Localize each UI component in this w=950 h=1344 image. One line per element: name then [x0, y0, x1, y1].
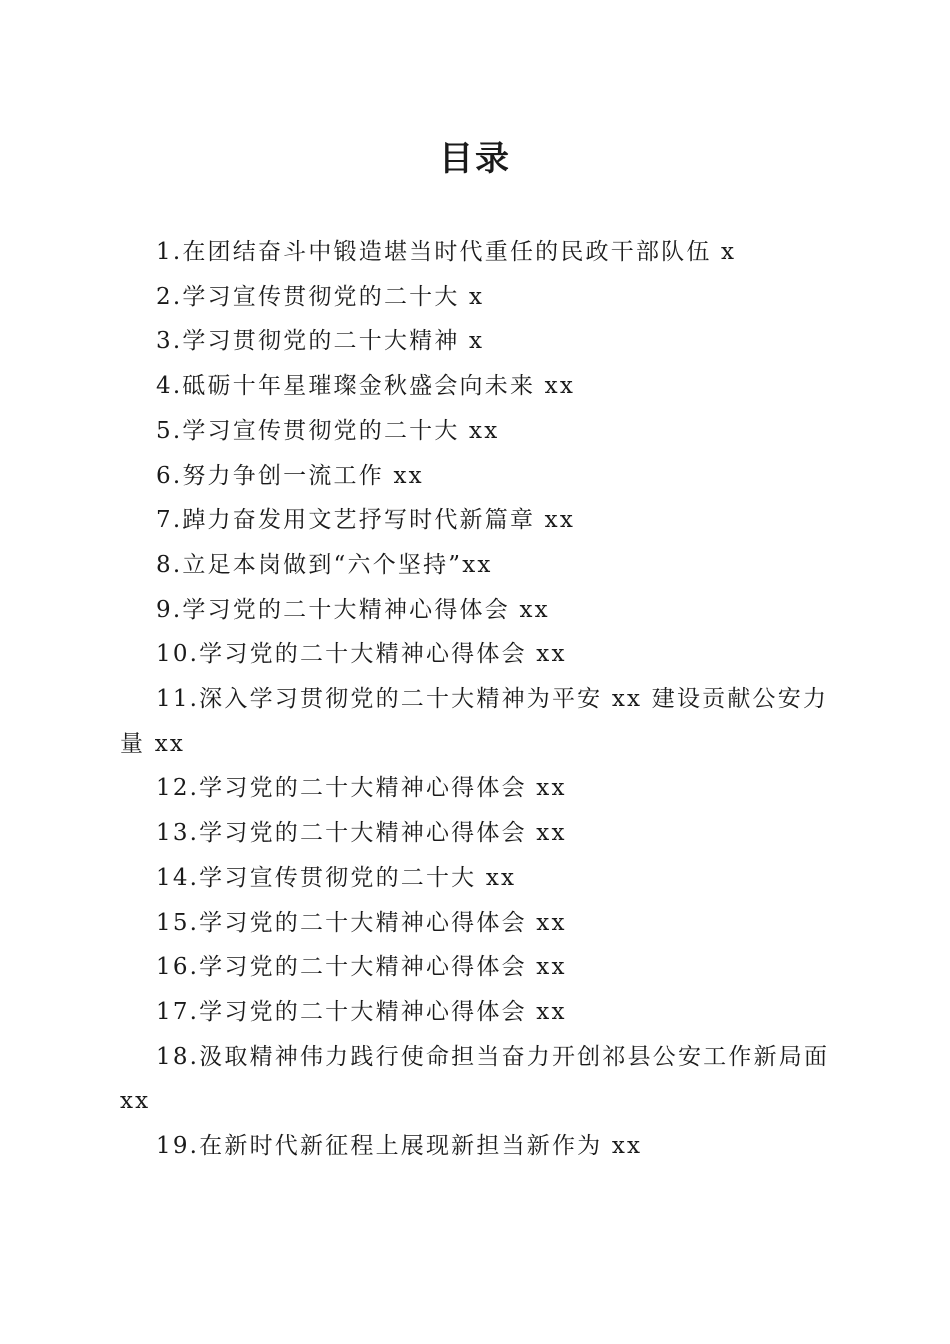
toc-entry-12[interactable]: 12.学习党的二十大精神心得体会 xx: [156, 775, 567, 802]
toc-entry-7[interactable]: 7.踔力奋发用文艺抒写时代新篇章 xx: [156, 507, 575, 534]
toc-entry-11[interactable]: 11.深入学习贯彻党的二十大精神为平安 xx 建设贡献公安力量 xx: [120, 686, 829, 757]
toc-entry-9[interactable]: 9.学习党的二十大精神心得体会 xx: [156, 596, 550, 623]
toc-entry-19[interactable]: 19.在新时代新征程上展现新担当新作为 xx: [156, 1133, 643, 1160]
toc-title: 目录: [439, 139, 511, 179]
toc-entry-14[interactable]: 14.学习宣传贯彻党的二十大 xx: [156, 864, 517, 891]
toc-entry-4[interactable]: 4.砥砺十年星璀璨金秋盛会向未来 xx: [156, 373, 575, 400]
toc-entry-6[interactable]: 6.努力争创一流工作 xx: [156, 462, 424, 489]
toc-entry-3[interactable]: 3.学习贯彻党的二十大精神 x: [156, 328, 485, 355]
toc-entry-2[interactable]: 2.学习宣传贯彻党的二十大 x: [156, 283, 485, 310]
toc-entry-18[interactable]: 18.汲取精神伟力践行使命担当奋力开创祁县公安工作新局面 xx: [120, 1043, 830, 1115]
toc-entry-13[interactable]: 13.学习党的二十大精神心得体会 xx: [156, 820, 567, 847]
toc-entry-5[interactable]: 5.学习宣传贯彻党的二十大 xx: [156, 417, 500, 444]
table-of-contents: [120, 230, 830, 1169]
toc-entry-15[interactable]: 15.学习党的二十大精神心得体会 xx: [156, 909, 567, 936]
toc-entry-17[interactable]: 17.学习党的二十大精神心得体会 xx: [156, 998, 567, 1025]
toc-entry-8[interactable]: 8.立足本岗做到“六个坚持”xx: [156, 551, 493, 578]
toc-entry-10[interactable]: 10.学习党的二十大精神心得体会 xx: [156, 641, 567, 668]
toc-entry-16[interactable]: 16.学习党的二十大精神心得体会 xx: [156, 954, 567, 981]
toc-entry-1[interactable]: 1.在团结奋斗中锻造堪当时代重任的民政干部队伍 x: [156, 239, 737, 265]
